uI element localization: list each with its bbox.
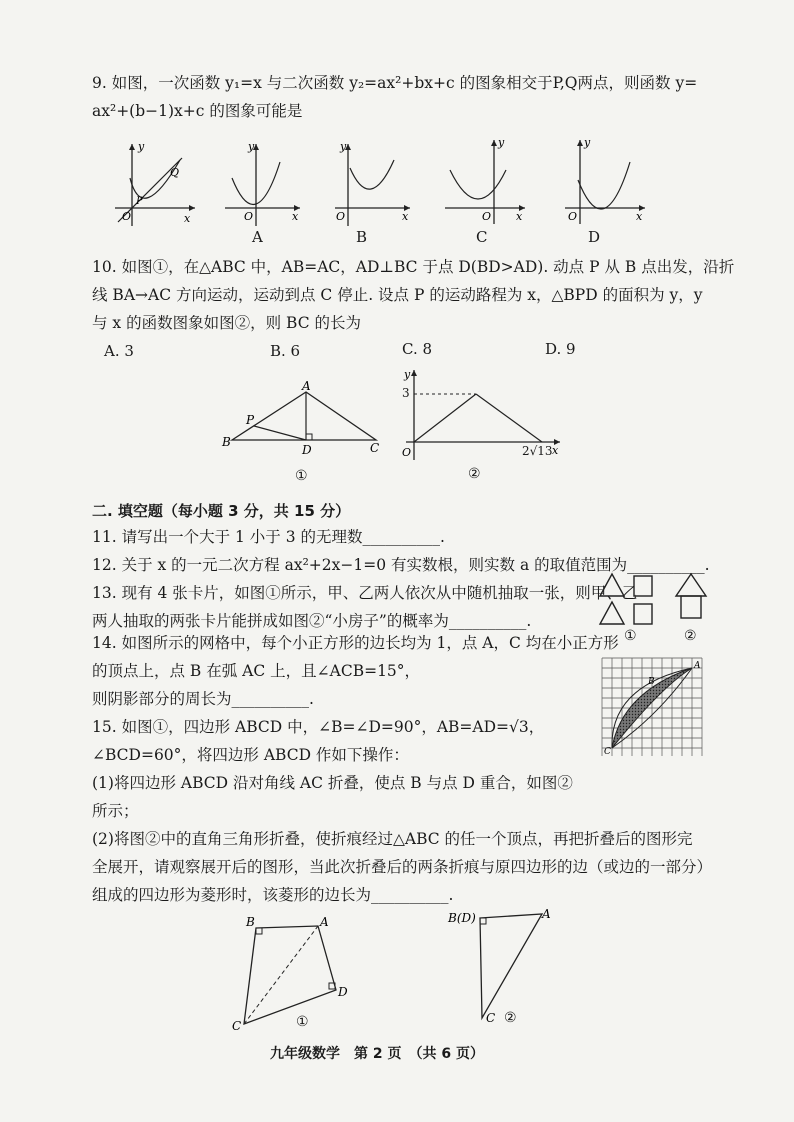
q9-line2: ax²+(b−1)x+c 的图象可能是 <box>92 102 303 120</box>
page-footer: 九年级数学 第 2 页 （共 6 页） <box>270 1046 484 1062</box>
q13-fig1-caption: ① <box>624 628 637 644</box>
q9-option-a-label: A <box>252 228 263 246</box>
svg-text:B: B <box>648 677 655 687</box>
svg-text:x: x <box>184 212 191 225</box>
q10-fig2-ytick: 3 <box>402 386 410 400</box>
svg-text:O: O <box>244 210 254 223</box>
q14-line1: 14. 如图所示的网格中，每个小正方形的边长均为 1，点 A，C 均在小正方形 <box>92 634 619 652</box>
svg-text:x: x <box>516 210 523 223</box>
q9-option-a-graph <box>220 138 305 228</box>
svg-text:P: P <box>136 196 143 207</box>
q13-line2: 两人抽取的两张卡片能拼成如图②“小房子”的概率为__________. <box>92 612 532 630</box>
q15-line6: 全展开，请观察展开后的图形，当此次折叠后的两条折痕与原四边形的边（或边的一部分） <box>92 858 713 876</box>
q13-line1: 13. 现有 4 张卡片，如图①所示，甲、乙两人依次从中随机抽取一张，则甲、乙 <box>92 584 638 602</box>
svg-text:x: x <box>292 210 299 223</box>
q11-text: 11. 请写出一个大于 1 小于 3 的无理数__________. <box>92 528 445 546</box>
svg-text:y: y <box>340 140 347 153</box>
q13-fig2-caption: ② <box>684 628 697 644</box>
q15-line2: ∠BCD=60°，将四边形 ABCD 作如下操作： <box>92 746 409 764</box>
q10-fig1-caption: ① <box>295 468 308 484</box>
q10-triangle-figure <box>220 380 390 456</box>
svg-text:P: P <box>246 413 255 427</box>
q14-line3: 则阴影部分的周长为__________. <box>92 690 314 708</box>
svg-text:Q: Q <box>170 166 180 179</box>
q15-line7: 组成的四边形为菱形时，该菱形的边长为__________. <box>92 886 454 904</box>
q15-fig2-caption: ② <box>504 1010 517 1026</box>
q10-line3: 与 x 的函数图象如图②，则 BC 的长为 <box>92 314 361 332</box>
svg-text:A: A <box>542 907 551 921</box>
svg-text:O: O <box>568 210 578 223</box>
q9-option-b-graph <box>330 138 415 228</box>
q10-choice-b: B. 6 <box>270 342 301 360</box>
section-2-title: 二. 填空题（每小题 3 分，共 15 分） <box>92 502 351 520</box>
svg-text:D: D <box>302 443 312 456</box>
svg-text:C: C <box>486 1011 496 1025</box>
svg-text:B: B <box>246 915 255 929</box>
svg-text:O: O <box>336 210 346 223</box>
svg-text:y: y <box>138 140 145 153</box>
q15-line5: (2)将图②中的直角三角形折叠，使折痕经过△ABC 的任一个顶点，再把折叠后的图形完 <box>92 830 693 848</box>
q9-line1: 9. 如图，一次函数 y₁=x 与二次函数 y₂=ax²+bx+c 的图象相交于P,Q两点，则函数 y= <box>92 74 698 92</box>
svg-text:C: C <box>370 441 380 455</box>
q15-line4: 所示； <box>92 802 139 820</box>
q10-choice-a: A. 3 <box>104 342 134 360</box>
svg-text:A: A <box>302 380 311 393</box>
q9-main-figure <box>110 138 200 228</box>
svg-text:B(D): B(D) <box>448 911 476 925</box>
q15-right-triangle-figure <box>446 906 556 1026</box>
q9-option-d-label: D <box>588 228 601 246</box>
svg-text:y: y <box>584 136 591 149</box>
svg-text:x: x <box>552 444 559 457</box>
q10-fig2-caption: ② <box>468 466 481 482</box>
q15-line1: 15. 如图①，四边形 ABCD 中，∠B=∠D=90°，AB=AD=√3， <box>92 718 545 736</box>
svg-text:O: O <box>402 446 412 459</box>
svg-text:A: A <box>320 915 329 929</box>
svg-text:A: A <box>694 661 701 671</box>
q9-option-b-label: B <box>356 228 368 246</box>
svg-text:y: y <box>404 368 411 381</box>
q10-choice-d: D. 9 <box>545 340 576 358</box>
q9-option-c-graph <box>440 134 530 228</box>
q9-option-c-label: C <box>476 228 488 246</box>
svg-text:C: C <box>604 747 611 757</box>
svg-text:y: y <box>498 136 505 149</box>
q10-fig2-xtick: 2√13 <box>522 444 553 458</box>
svg-text:D: D <box>338 985 348 999</box>
q15-quadrilateral-figure <box>228 910 358 1034</box>
q14-line2: 的顶点上，点 B 在弧 AC 上，且∠ACB=15°， <box>92 662 421 680</box>
svg-text:O: O <box>482 210 492 223</box>
q15-fig1-caption: ① <box>296 1014 309 1030</box>
svg-text:B: B <box>222 435 231 449</box>
q10-line2: 线 BA→AC 方向运动，运动到点 C 停止. 设点 P 的运动路程为 x，△BPD 的面积为 y，y <box>92 286 703 304</box>
q14-grid-figure <box>598 656 712 758</box>
q15-line3: (1)将四边形 ABCD 沿对角线 AC 折叠，使点 B 与点 D 重合，如图② <box>92 774 573 792</box>
q12-text: 12. 关于 x 的一元二次方程 ax²+2x−1=0 有实数根，则实数 a 的取值范围为__________. <box>92 556 710 574</box>
svg-text:y: y <box>248 140 255 153</box>
q10-choice-c: C. 8 <box>402 340 433 358</box>
svg-text:O: O <box>122 210 132 223</box>
svg-text:x: x <box>636 210 643 223</box>
svg-text:C: C <box>232 1019 242 1033</box>
q10-line1: 10. 如图①，在△ABC 中，AB=AC，AD⊥BC 于点 D(BD>AD). 动点 P 从 B 点出发，沿折 <box>92 258 735 276</box>
q13-house-figure <box>672 570 712 628</box>
q9-option-d-graph <box>560 134 650 228</box>
q13-cards-figure <box>596 570 666 628</box>
svg-text:x: x <box>402 210 409 223</box>
